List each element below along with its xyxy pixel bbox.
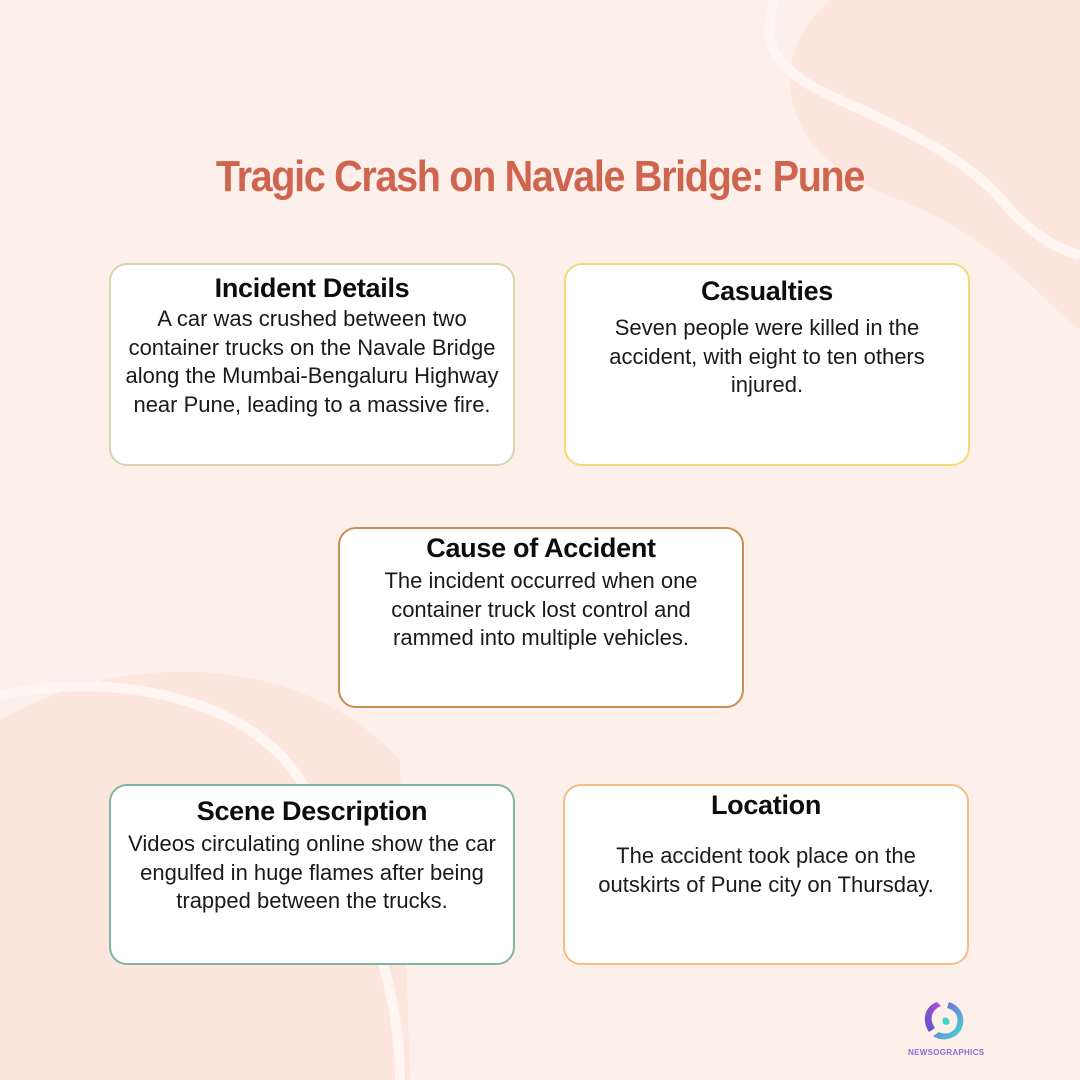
brand-name: NEWSOGRAPHICS [908, 1048, 985, 1057]
card-location [563, 784, 969, 965]
card-heading: Cause of Accident [426, 533, 656, 563]
card-heading: Scene Description [196, 796, 428, 826]
card-body: The incident occurred when one container truck lost control and rammed into multiple vehicles. [384, 568, 698, 650]
card-body: Seven people were killed in the accident, with eight to ten others injured. [609, 315, 925, 397]
card-body: A car was crushed between two container trucks on the Navale Bridge along the Mumbai-Bengaluru Highway near Pune, leading to a massive fire. [125, 306, 499, 417]
card-heading: Casualties [700, 276, 834, 306]
card-body: Videos circulating online show the car engulfed in huge flames after being trapped between the trucks. [128, 831, 496, 913]
page-title: Tragic Crash on Navale Bridge: Pune [215, 152, 865, 201]
card-casualties [564, 263, 970, 466]
card-heading: Incident Details [214, 273, 410, 303]
card-cause-of-accident [338, 527, 744, 708]
brand-logo [908, 998, 985, 1057]
card-incident-details [109, 263, 515, 466]
card-heading: Location [710, 790, 822, 820]
card-body: The accident took place on the outskirts of Pune city on Thursday. [598, 843, 934, 897]
card-scene-description [109, 784, 515, 965]
globe-swirl-icon [919, 998, 969, 1042]
